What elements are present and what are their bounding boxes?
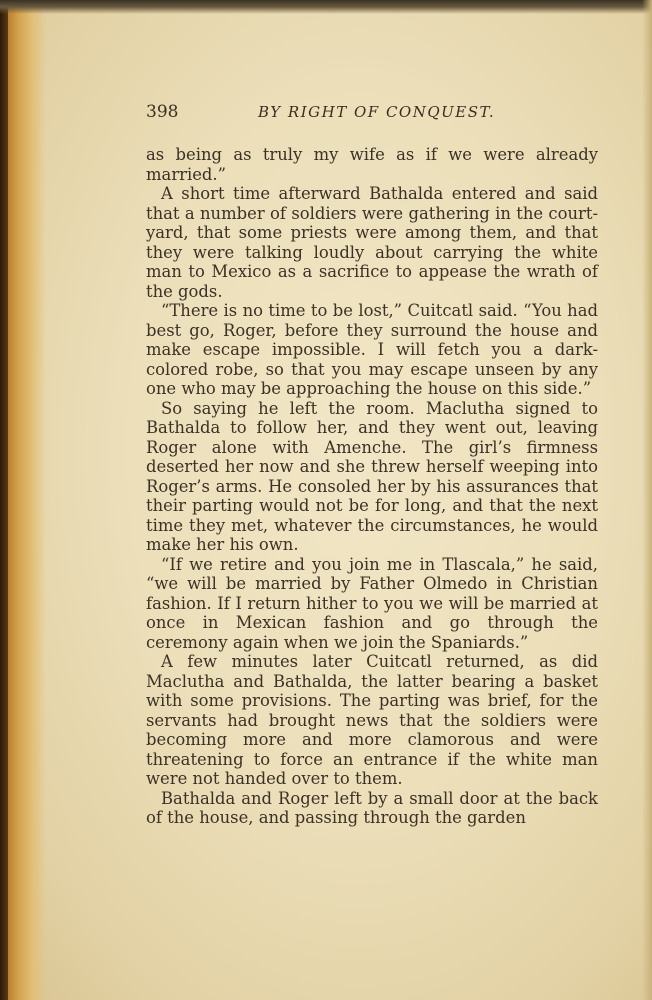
paragraph: So saying he left the room. Maclutha signed to Bathalda to follow her, and they went out, leaving Roger alone with Amenche. The girl’s firmness deserted her now and she threw herself weeping into Roger’s arms. He consoled her by his assurances that their parting would not be for long, and that the next time they met, whatever the circumstances, he would make her his own. bbox=[146, 398, 598, 554]
paragraph: “If we retire and you join me in Tlascala,” he said, “we will be married by Father Olmedo in Christian fashion. If I return hither to you we will be married at once in Mexican fashion and go through the ceremony again when we join the Spaniards.” bbox=[146, 554, 598, 652]
paragraph: Bathalda and Roger left by a small door at the back of the house, and passing through the garden bbox=[146, 788, 598, 827]
paragraph: A short time afterward Bathalda entered and said that a number of soldiers were gathering in the court-yard, that some priests were among them, and that they were talking loudly about carrying the white man to Mexico as a sacrifice to appease the wrath of the gods. bbox=[146, 184, 598, 301]
paragraph: “There is no time to be lost,” Cuitcatl said. “You had best go, Roger, before they surround the house and make escape impossible. I will fetch you a dark-colored robe, so that you may escape unseen by any one who may be approaching the house on this side.” bbox=[146, 301, 598, 398]
right-page-edge bbox=[642, 0, 652, 1000]
running-title: BY RIGHT OF CONQUEST. bbox=[258, 103, 496, 121]
body-text bbox=[146, 145, 598, 828]
paragraph-continued: as being as truly my wife as if we were already married.” bbox=[146, 145, 598, 184]
binding-edge bbox=[0, 0, 8, 1000]
running-header bbox=[146, 102, 598, 128]
top-page-edge bbox=[0, 0, 652, 14]
paragraph: A few minutes later Cuitcatl returned, as did Maclutha and Bathalda, the latter bearing a basket with some provisions. The parting was brief, for the servants had brought news that the soldiers were becoming more and more clamorous and were threatening to force an entrance if the white man were not handed over to them. bbox=[146, 652, 598, 788]
page-number: 398 bbox=[146, 102, 179, 122]
